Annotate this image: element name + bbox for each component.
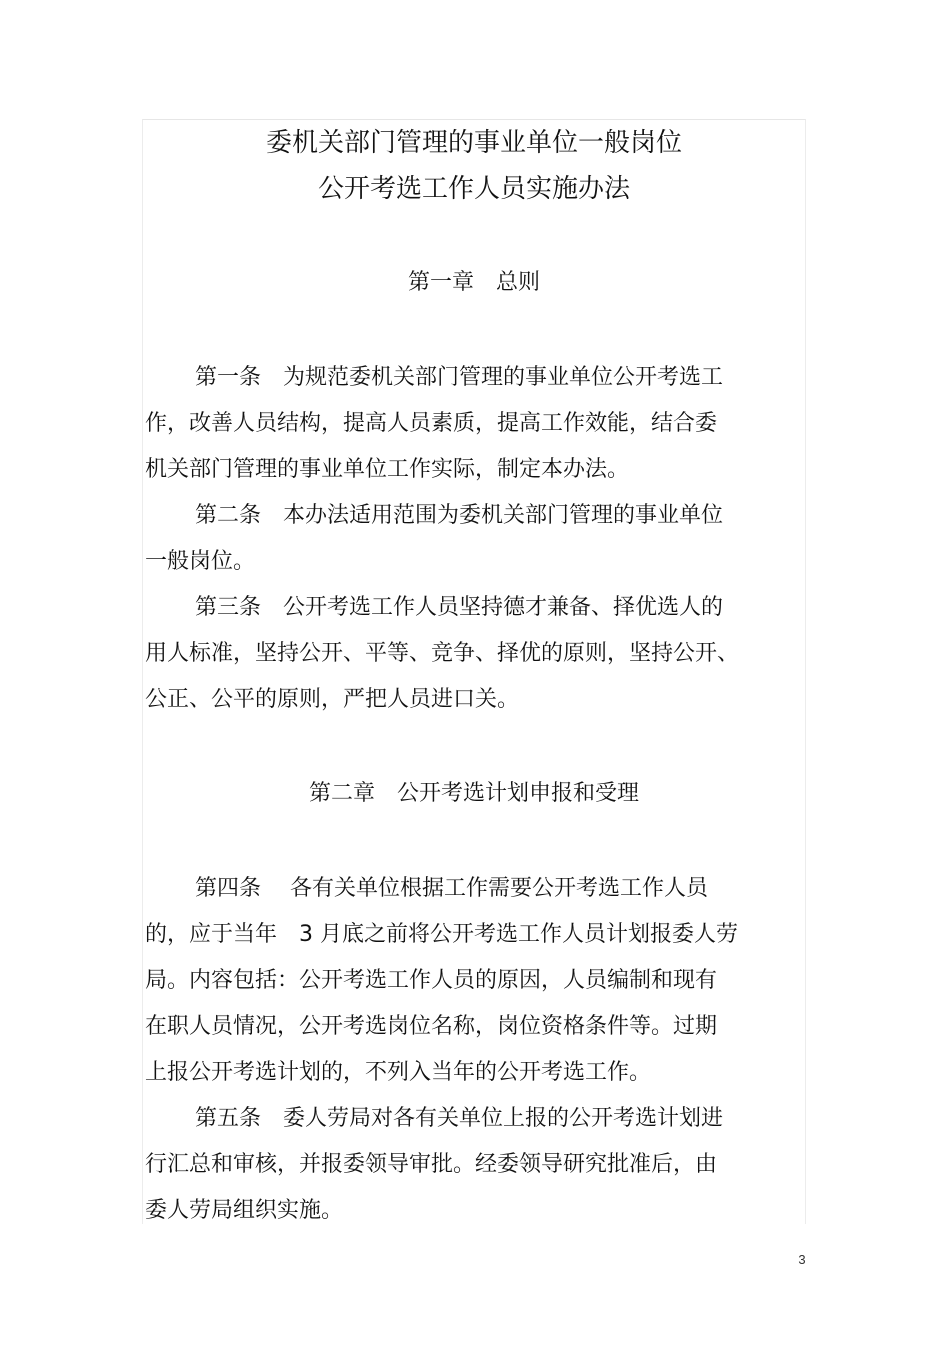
- document-title-line-1: 委机关部门管理的事业单位一般岗位: [265, 128, 682, 158]
- chapter-2-body: [145, 866, 757, 1234]
- article-1-line: 第一条 为规范委机关部门管理的事业单位公开考选工: [195, 365, 724, 390]
- article-4-line: 上报公开考选计划的，不列入当年的公开考选工作。: [145, 1060, 652, 1085]
- article-1-line: 作，改善人员结构，提高人员素质，提高工作效能，结合委: [145, 411, 718, 436]
- chapter-1-body: [145, 355, 757, 723]
- page-number: 3: [798, 1252, 806, 1267]
- article-5-line: 委人劳局组织实施。: [145, 1198, 344, 1223]
- article-2-line: 第二条 本办法适用范围为委机关部门管理的事业单位: [195, 503, 724, 528]
- chapter-2-heading: 第二章 公开考选计划申报和受理: [308, 781, 639, 806]
- article-3-line: 用人标准，坚持公开、平等、竞争、择优的原则，坚持公开、: [145, 641, 740, 666]
- article-3-line: 第三条 公开考选工作人员坚持德才兼备、择优选人的: [195, 595, 724, 620]
- article-3-line: 公正、公平的原则，严把人员进口关。: [145, 687, 520, 712]
- document-title-line-2: 公开考选工作人员实施办法: [317, 174, 630, 204]
- chapter-1-heading: 第一章 总则: [407, 270, 540, 295]
- article-4-line: 在职人员情况，公开考选岗位名称，岗位资格条件等。过期: [145, 1014, 718, 1039]
- article-2-line: 一般岗位。: [145, 549, 256, 574]
- article-5-line: 第五条 委人劳局对各有关单位上报的公开考选计划进: [195, 1106, 724, 1131]
- article-4-line: 的，应于当年 3 月底之前将公开考选工作人员计划报委人劳: [145, 922, 738, 947]
- article-1-line: 机关部门管理的事业单位工作实际，制定本办法。: [145, 457, 630, 482]
- article-5-line: 行汇总和审核，并报委领导审批。经委领导研究批准后，由: [145, 1152, 718, 1177]
- article-4-line: 第四条 各有关单位根据工作需要公开考选工作人员: [195, 876, 708, 901]
- article-4-line: 局。内容包括：公开考选工作人员的原因，人员编制和现有: [145, 968, 718, 993]
